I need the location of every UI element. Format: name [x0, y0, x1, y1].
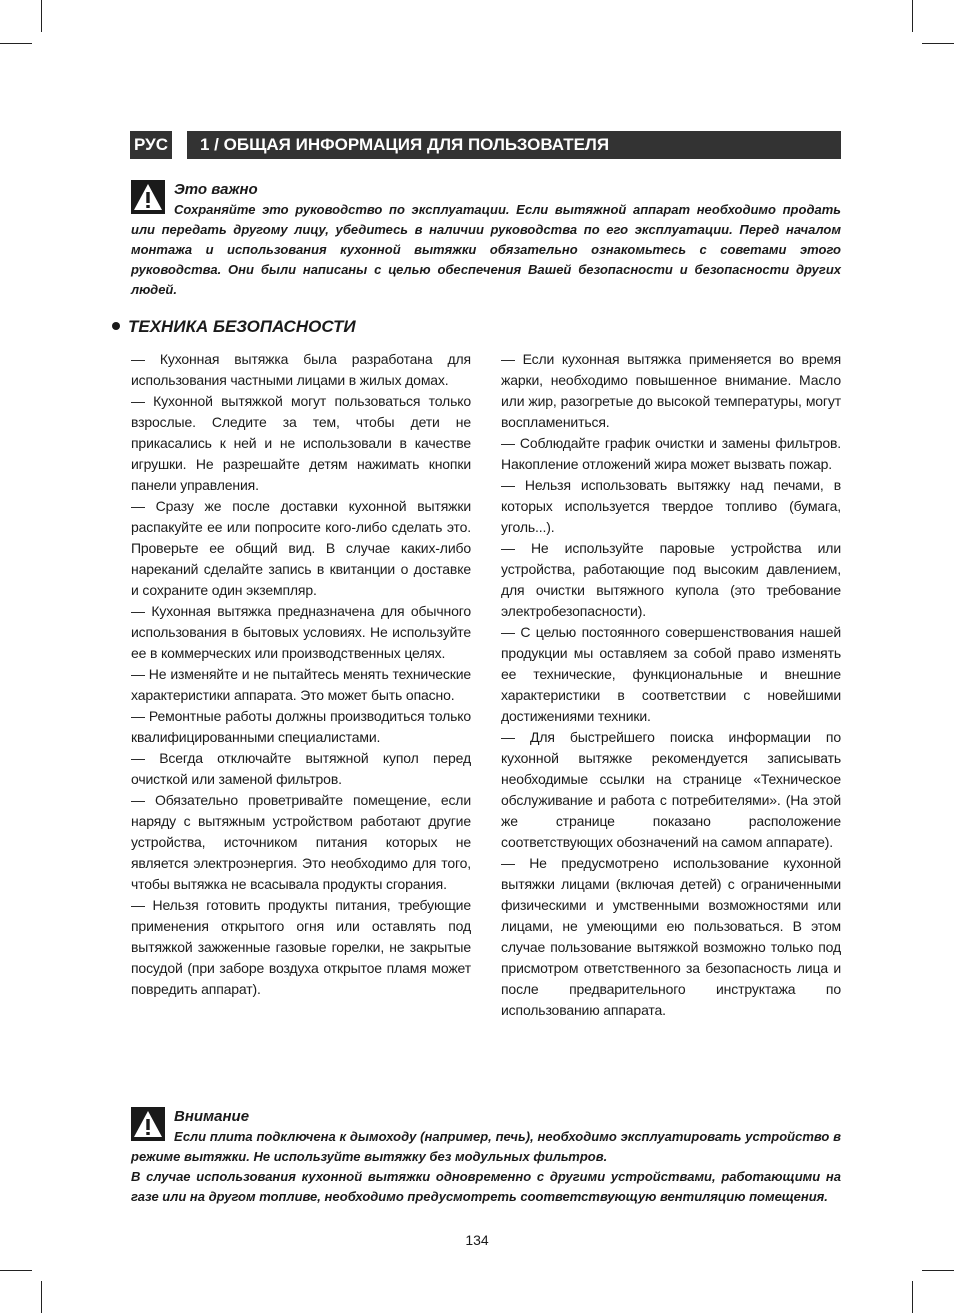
crop-mark [0, 43, 32, 44]
attention-text: В случае использования кухонной вытяжки одновременно с другими устройствами, работающими на газе или на другом топливе, необходимо предусмотреть соответствующую вентиляцию помещения. [131, 1169, 841, 1204]
bullet-icon [112, 322, 120, 330]
safety-item: — Для быстрейшего поиска информации по кухонной вытяжке рекомендуется записывать необходимые ссылки на странице «Техническое обслуживание и работа с потребителями». (На этой же странице показано расположение соответствующих обозначений на самом аппарате). [501, 729, 841, 850]
safety-item: — Если кухонная вытяжка применяется во время жарки, необходимо повышенное внимание. Масло или жир, разогретые до высокой температуры, могут воспламениться. [501, 351, 841, 430]
crop-mark [41, 1281, 42, 1313]
safety-item: — Обязательно проветривайте помещение, если наряду с вытяжным устройством работают другие устройства, источником питания которых не является электроэнергия. Это необходимо для того, чтобы вытяжка не всасывала продукты сгорания. [131, 792, 471, 892]
attention-text: Если плита подключена к дымоходу (например, печь), необходимо эксплуатировать устройство в режиме вытяжки. Не используйте вытяжку без модульных фильтров. [131, 1129, 841, 1164]
crop-mark [922, 1270, 954, 1271]
safety-title-text: ТЕХНИКА БЕЗОПАСНОСТИ [128, 317, 356, 336]
crop-mark [922, 43, 954, 44]
crop-mark [912, 1281, 913, 1313]
important-notice [131, 180, 841, 300]
warning-triangle-icon [131, 1107, 165, 1141]
safety-item: — Не предусмотрено использование кухонной вытяжки лицами (включая детей) с ограниченными физическими и умственными возможностями или лицами, не умеющими ею пользоваться. В этом случае пользование вытяжкой возможно только под присмотром ответственного за безопасность лица и после предварительного инструктажа по использованию аппарата. [501, 855, 841, 1018]
safety-item: — Нельзя использовать вытяжку над печами, в которых используется твердое топливо (бумага, уголь...). [501, 477, 841, 535]
attention-title: Внимание [174, 1108, 250, 1125]
safety-item: — Сразу же после доставки кухонной вытяжки распакуйте ее или попросите кого-либо сделать это. Проверьте ее общий вид. В случае каких-либо нареканий сделайте запись в квитанции о доставке и сохраните один экземпляр. [131, 498, 471, 598]
safety-item: — Не изменяйте и не пытайтесь менять технические характеристики аппарата. Это может быть опасно. [131, 666, 471, 703]
safety-item: — Нельзя готовить продукты питания, требующие применения открытого огня или оставлять под вытяжкой зажженные газовые горелки, не закрытые посудой (при заборе воздуха открытое пламя может повредить аппарат). [131, 897, 471, 997]
safety-item: — Кухонная вытяжка предназначена для обычного использования в бытовых условиях. Не используйте ее в коммерческих или производственных целях. [131, 603, 471, 661]
important-text: Сохраняйте это руководство по эксплуатации. Если вытяжной аппарат необходимо продать или передать другому лицу, убедитесь в наличии руководства по его эксплуатации. Перед началом монтажа и использования кухонной вытяжки обязательно ознакомьтесь с советами этого руководства. Они были написаны с целью обеспечения Вашей безопасности и безопасности других людей. [131, 202, 841, 297]
crop-mark [0, 1270, 32, 1271]
language-badge: РУС [130, 131, 172, 159]
safety-item: — Не используйте паровые устройства или устройства, работающие под высоким давлением, для очистки вытяжного купола (это требование электробезопасности). [501, 540, 841, 619]
safety-section-title [112, 317, 356, 337]
section-header [130, 131, 841, 159]
crop-mark [912, 0, 913, 32]
page-title: 1 / ОБЩАЯ ИНФОРМАЦИЯ ДЛЯ ПОЛЬЗОВАТЕЛЯ [187, 131, 841, 159]
safety-item: — Всегда отключайте вытяжной купол перед очисткой или заменой фильтров. [131, 750, 471, 787]
safety-column-left [131, 349, 471, 1000]
safety-column-right [501, 349, 841, 1021]
safety-item: — Кухонная вытяжка была разработана для использования частными лицами в жилых домах. [131, 351, 471, 388]
page-number: 134 [465, 1232, 489, 1248]
safety-item: — Ремонтные работы должны производиться только квалифицированными специалистами. [131, 708, 471, 745]
safety-item: — Кухонной вытяжкой могут пользоваться только взрослые. Следите за тем, чтобы дети не прикасались к ней и не использовали в качестве игрушки. Не разрешайте детям нажимать кнопки панели управления. [131, 393, 471, 493]
crop-mark [41, 0, 42, 32]
attention-notice [131, 1107, 841, 1207]
safety-item: — С целью постоянного совершенствования нашей продукции мы оставляем за собой право изменять ее технические, функциональные и внешние характеристики в соответствии с новейшими достижениями техники. [501, 624, 841, 724]
warning-triangle-icon [131, 180, 165, 214]
important-title: Это важно [174, 181, 258, 198]
safety-item: — Соблюдайте график очистки и замены фильтров. Накопление отложений жира может вызвать пожар. [501, 435, 841, 472]
